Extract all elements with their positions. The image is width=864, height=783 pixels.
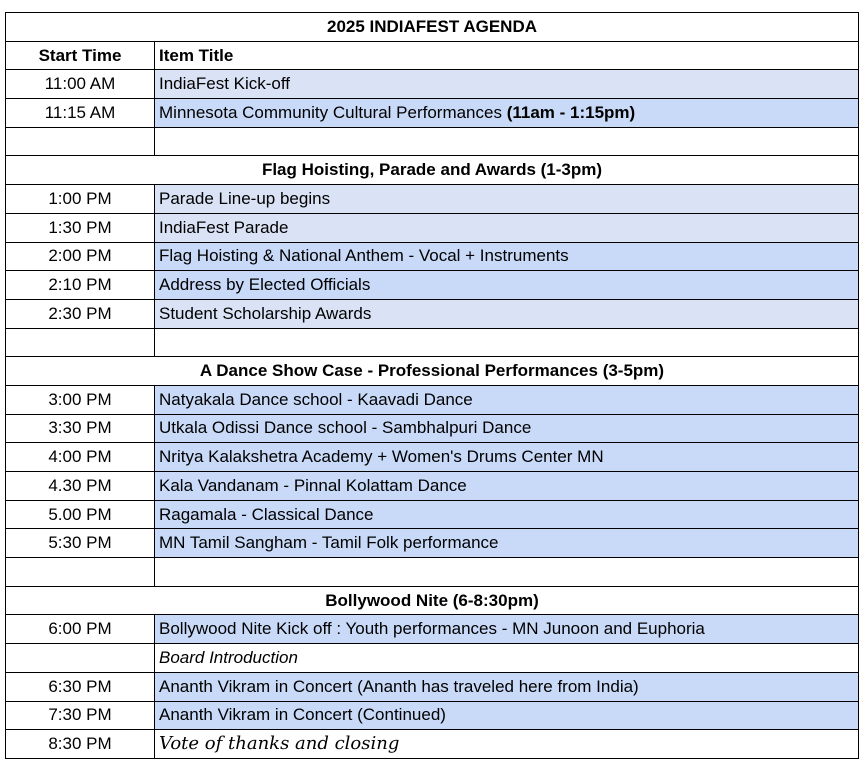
section-row [6,156,859,185]
item-title-cell: Kala Vandanam - Pinnal Kolattam Dance [155,472,859,501]
page-title: 2025 INDIAFEST AGENDA [6,13,859,42]
start-time-cell: 1:30 PM [6,213,155,242]
item-title-cell: IndiaFest Kick-off [155,70,859,99]
table-row [6,185,859,214]
item-title-cell: Nritya Kalakshetra Academy + Women's Drums Center MN [155,443,859,472]
table-row [6,701,859,730]
table-row [6,271,859,300]
start-time-cell: 3:00 PM [6,385,155,414]
empty-cell [155,127,859,156]
section-row [6,357,859,386]
item-title-cell: Parade Line-up begins [155,185,859,214]
item-title-cell [155,99,859,128]
empty-cell [155,328,859,357]
item-title-cell: Ananth Vikram in Concert (Continued) [155,701,859,730]
start-time-cell: 2:30 PM [6,299,155,328]
table-row [6,213,859,242]
table-row [6,500,859,529]
start-time-cell: 4:00 PM [6,443,155,472]
table-row [6,299,859,328]
empty-cell [6,558,155,587]
item-title-cell: Natyakala Dance school - Kaavadi Dance [155,385,859,414]
table-row [6,529,859,558]
table-title-row [6,13,859,42]
item-title-cell: Ananth Vikram in Concert (Ananth has traveled here from India) [155,672,859,701]
start-time-cell: 6:00 PM [6,615,155,644]
table-row [6,385,859,414]
item-title-cell: Board Introduction [155,644,859,673]
table-row [6,414,859,443]
item-title-cell: Vote of thanks and closing [155,730,859,759]
item-title-text: Minnesota Community Cultural Performances [159,102,507,122]
start-time-cell: 5:30 PM [6,529,155,558]
start-time-cell: 2:10 PM [6,271,155,300]
start-time-cell [6,644,155,673]
item-title-time-range: (11am - 1:15pm) [506,102,636,122]
table-row [6,672,859,701]
spacer-row [6,328,859,357]
item-title-cell: Address by Elected Officials [155,271,859,300]
start-time-cell: 4.30 PM [6,472,155,501]
section-heading: Bollywood Nite (6-8:30pm) [6,586,859,615]
empty-cell [6,127,155,156]
start-time-cell: 1:00 PM [6,185,155,214]
table-row [6,70,859,99]
table-row [6,443,859,472]
start-time-cell: 5.00 PM [6,500,155,529]
item-title-cell: IndiaFest Parade [155,213,859,242]
table-row [6,644,859,673]
table-row [6,472,859,501]
empty-cell [6,328,155,357]
item-title-cell: Flag Hoisting & National Anthem - Vocal + Instruments [155,242,859,271]
table-row [6,730,859,759]
section-heading: Flag Hoisting, Parade and Awards (1-3pm) [6,156,859,185]
item-title-cell: Utkala Odissi Dance school - Sambhalpuri Dance [155,414,859,443]
item-title-header: Item Title [155,41,859,70]
start-time-cell: 6:30 PM [6,672,155,701]
start-time-cell: 11:15 AM [6,99,155,128]
item-title-cell: Ragamala - Classical Dance [155,500,859,529]
table-row [6,242,859,271]
spacer-row [6,558,859,587]
start-time-cell: 2:00 PM [6,242,155,271]
spacer-row [6,127,859,156]
section-row [6,586,859,615]
item-title-cell: MN Tamil Sangham - Tamil Folk performance [155,529,859,558]
start-time-cell: 3:30 PM [6,414,155,443]
empty-cell [155,558,859,587]
start-time-header: Start Time [6,41,155,70]
section-heading: A Dance Show Case - Professional Performances (3-5pm) [6,357,859,386]
table-row [6,615,859,644]
header-row [6,41,859,70]
item-title-cell: Bollywood Nite Kick off : Youth performances - MN Junoon and Euphoria [155,615,859,644]
agenda-table [5,12,859,759]
start-time-cell: 8:30 PM [6,730,155,759]
table-row [6,99,859,128]
start-time-cell: 7:30 PM [6,701,155,730]
item-title-cell: Student Scholarship Awards [155,299,859,328]
start-time-cell: 11:00 AM [6,70,155,99]
